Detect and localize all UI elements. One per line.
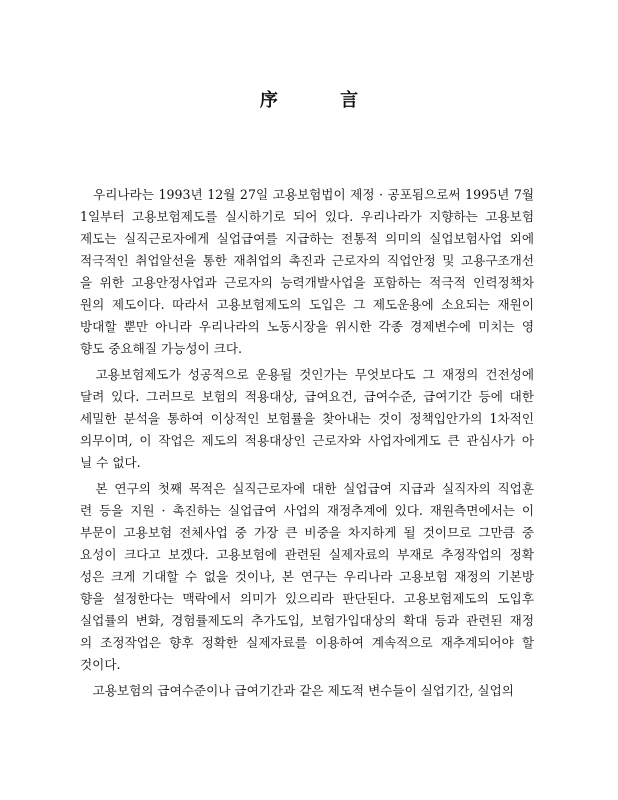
- text-line: 향도 중요해질 가능성이 크다.: [80, 341, 242, 356]
- text-line: 련 등을 지원 · 촉진하는 실업급여 사업의 재정추계에 있다. 재원측면에서는 이: [80, 503, 534, 518]
- page-title: 序 言: [259, 90, 387, 111]
- paragraph: [80, 478, 534, 676]
- text-line: 것이다.: [80, 657, 121, 672]
- text-line: 실업률의 변화, 경험률제도의 추가도입, 보험가입대상의 확대 등과 관련된 재정: [80, 613, 534, 628]
- text-line: 달려 있다. 그러므로 보험의 적용대상, 급여요건, 급여수준, 급여기간 등에 대한: [80, 389, 534, 404]
- text-line: 고용보험제도가 성공적으로 운용될 것인가는 무엇보다도 그 재정의 건전성에: [80, 367, 534, 382]
- text-line: 본 연구의 첫째 목적은 실직근로자에 대한 실업급여 지급과 실직자의 직업훈: [80, 481, 534, 496]
- text-line: 을 위한 고용안정사업과 근로자의 능력개발사업을 포함하는 적극적 인력정책차: [80, 275, 534, 290]
- preface-body: [80, 184, 534, 706]
- text-line: 성은 크게 기대할 수 없을 것이나, 본 연구는 우리나라 고용보험 재정의 기본방: [80, 569, 534, 584]
- text-line: 세밀한 분석을 통하여 이상적인 보험률을 찾아내는 것이 정책입안가의 1차적인: [80, 411, 534, 426]
- text-line: 고용보험의 급여수준이나 급여기간과 같은 제도적 변수들이 실업기간, 실업의: [80, 683, 514, 698]
- paragraph: [80, 680, 534, 702]
- text-line: 원의 제도이다. 따라서 고용보험제도의 도입은 그 제도운용에 소요되는 재원이: [80, 297, 534, 312]
- text-line: 적극적인 취업알선을 통한 재취업의 촉진과 근로자의 직업안정 및 고용구조개선: [80, 253, 534, 268]
- text-line: 부문이 고용보험 전체사업 중 가장 큰 비중을 차지하게 될 것이므로 그만큼 중: [80, 525, 534, 540]
- text-line: 향을 설정한다는 맥락에서 의미가 있으리라 판단된다. 고용보험제도의 도입후: [80, 591, 534, 606]
- text-line: 제도는 실직근로자에게 실업급여를 지급하는 전통적 의미의 실업보험사업 외에: [80, 231, 534, 246]
- text-line: 의무이며, 이 작업은 제도의 적용대상인 근로자와 사업자에게도 큰 관심사가 아: [80, 433, 534, 448]
- text-line: 방대할 뿐만 아니라 우리나라의 노동시장을 위시한 각종 경제변수에 미치는 영: [80, 319, 534, 334]
- text-line: 1일부터 고용보험제도를 실시하기로 되어 있다. 우리나라가 지향하는 고용보험: [80, 209, 534, 224]
- text-line: 요성이 크다고 보겠다. 고용보험에 관련된 실제자료의 부재로 추정작업의 정확: [80, 547, 534, 562]
- paragraph: [80, 184, 534, 360]
- text-line: 의 조정작업은 향후 정확한 실제자료를 이용하여 계속적으로 재추계되어야 할: [80, 635, 534, 650]
- paragraph: [80, 364, 534, 474]
- text-line: 우리나라는 1993년 12월 27일 고용보험법이 제정 · 공포됨으로써 1995년 7월: [80, 187, 534, 202]
- text-line: 닐 수 없다.: [80, 455, 141, 470]
